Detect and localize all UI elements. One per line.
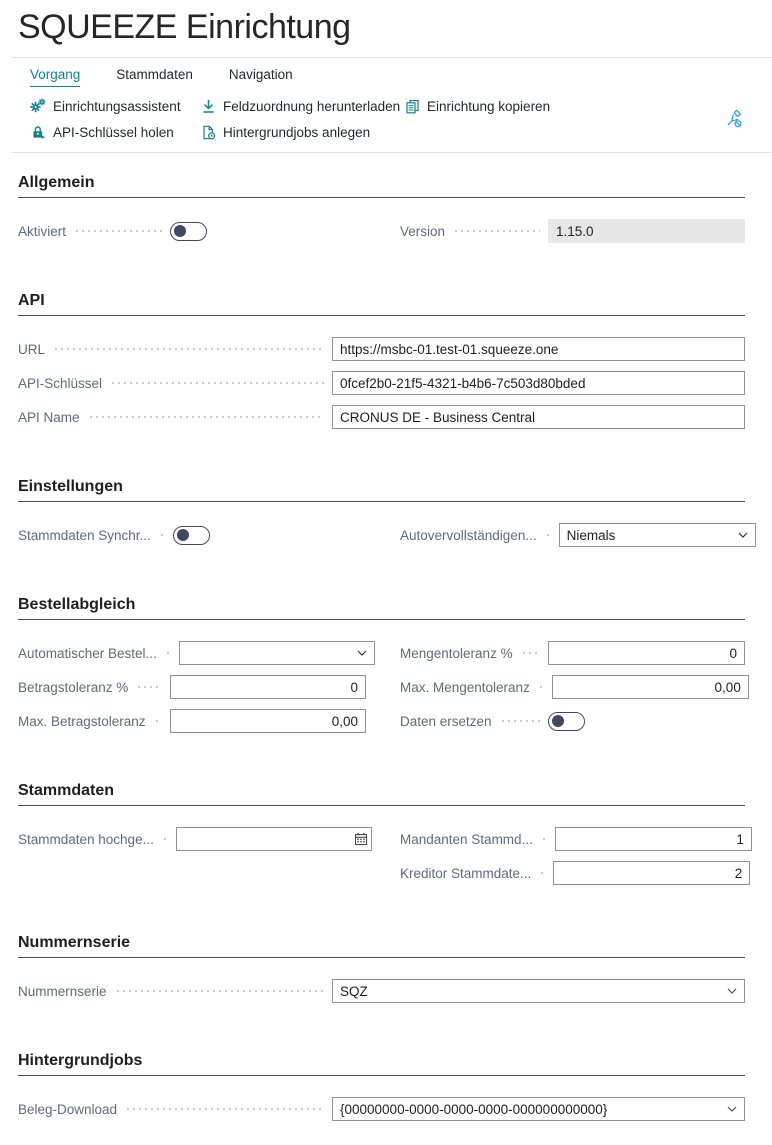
field-label: Stammdaten hochge...	[18, 831, 154, 847]
dotted-leader	[154, 720, 162, 722]
dotted-leader	[165, 652, 171, 654]
field-betragstoleranz	[18, 675, 366, 699]
betragstoleranz-input[interactable]	[170, 675, 366, 699]
dotted-leader	[159, 534, 165, 536]
max-mengentoleranz-input[interactable]	[552, 675, 749, 699]
max-betragstoleranz-input[interactable]	[170, 709, 366, 733]
section-heading: Einstellungen	[18, 478, 123, 495]
toggle-knob	[552, 715, 564, 727]
action-rows	[30, 98, 550, 140]
chevron-down-icon	[727, 1101, 737, 1117]
dotted-leader	[110, 382, 324, 384]
download-field-mapping-button[interactable]	[200, 98, 404, 114]
section-rule	[18, 957, 745, 958]
field-label: Mengentoleranz %	[400, 645, 513, 661]
field-label: Kreditor Stammdate...	[400, 865, 532, 881]
daten-ersetzen-toggle[interactable]	[548, 712, 585, 731]
get-api-key-button[interactable]	[30, 124, 200, 140]
calendar-icon[interactable]	[354, 832, 368, 846]
toggle-knob	[174, 225, 186, 237]
section-rule	[18, 805, 745, 806]
field-label: Stammdaten Synchr...	[18, 527, 151, 543]
dotted-leader	[541, 838, 547, 840]
stammdaten-sync-toggle[interactable]	[173, 526, 210, 545]
field-label: API-Schlüssel	[18, 375, 103, 391]
field-label: Max. Betragstoleranz	[18, 713, 146, 729]
mandanten-stammdaten-input[interactable]	[555, 827, 752, 851]
field-label: Mandanten Stammd...	[400, 831, 533, 847]
action-label: Feldzuordnung herunterladen	[223, 98, 401, 114]
field-stammdaten-hochgeladen	[18, 827, 366, 851]
action-row-1	[30, 98, 550, 114]
field-autovervollstaendigen	[400, 523, 745, 547]
field-label: Autovervollständigen...	[400, 527, 537, 543]
nummernserie-select[interactable]	[332, 979, 745, 1003]
stammdaten-hochgeladen-input[interactable]	[176, 827, 372, 851]
selected-value: {00000000-0000-0000-0000-000000000000}	[340, 1101, 608, 1117]
selected-value: SQZ	[340, 983, 368, 999]
field-label: Automatischer Bestel...	[18, 645, 157, 661]
field-stammdaten-sync	[18, 523, 366, 547]
mengentoleranz-input[interactable]	[548, 641, 745, 665]
kreditor-stammdaten-input[interactable]	[553, 861, 750, 885]
dotted-leader	[453, 230, 540, 232]
field-max-betragstoleranz	[18, 709, 366, 733]
section-bestellabgleich	[18, 596, 745, 733]
section-rule	[18, 197, 745, 198]
field-beleg-download	[18, 1097, 745, 1121]
field-aktiviert	[18, 219, 366, 243]
section-allgemein	[18, 174, 745, 243]
field-kreditor-stammdaten	[400, 861, 745, 885]
aktiviert-toggle[interactable]	[170, 222, 207, 241]
field-label: Max. Mengentoleranz	[400, 679, 530, 695]
chevron-down-icon	[738, 527, 748, 543]
field-label: URL	[18, 341, 46, 357]
field-max-mengentoleranz	[400, 675, 745, 699]
section-hintergrundjobs	[18, 1052, 745, 1121]
tab-bar	[18, 58, 745, 87]
field-version	[400, 219, 745, 243]
action-label: Hintergrundjobs anlegen	[223, 124, 371, 140]
automatischer-bestellabgleich-select[interactable]	[179, 641, 375, 665]
dotted-leader	[545, 534, 551, 536]
dotted-leader	[500, 720, 540, 722]
action-label: Einrichtungsassistent	[53, 98, 181, 114]
tab-stammdaten[interactable]: Stammdaten	[116, 67, 193, 82]
action-label: Einrichtung kopieren	[427, 98, 551, 114]
chevron-down-icon	[727, 983, 737, 999]
section-heading: API	[18, 292, 45, 309]
empty-cell	[18, 861, 366, 885]
section-rule	[18, 501, 745, 502]
beleg-download-select[interactable]	[332, 1097, 745, 1121]
setup-wizard-button[interactable]	[30, 98, 200, 114]
section-rule	[18, 619, 745, 620]
dotted-leader	[88, 416, 324, 418]
dotted-leader	[162, 838, 168, 840]
field-label: Version	[400, 223, 446, 239]
page-title: SQUEEZE Einrichtung	[18, 8, 351, 46]
dotted-leader	[539, 872, 545, 874]
section-nummernserie	[18, 934, 745, 1003]
field-automatischer-bestellabgleich	[18, 641, 366, 665]
section-heading: Bestellabgleich	[18, 596, 136, 613]
selected-value: Niemals	[566, 527, 616, 543]
action-toolbar	[18, 87, 745, 152]
section-heading: Allgemein	[18, 174, 95, 191]
autovervollstaendigen-select[interactable]	[559, 523, 756, 547]
version-value: 1.15.0	[548, 219, 745, 243]
dotted-leader	[136, 686, 162, 688]
api-key-input[interactable]	[332, 371, 745, 395]
document-clock-icon	[200, 124, 216, 140]
section-einstellungen	[18, 478, 745, 547]
download-icon	[200, 98, 216, 114]
section-stammdaten	[18, 782, 745, 885]
section-heading: Hintergrundjobs	[18, 1052, 143, 1069]
copy-setup-button[interactable]	[404, 98, 550, 114]
field-label: API Name	[18, 409, 80, 425]
gears-icon	[30, 98, 46, 114]
create-background-jobs-button[interactable]	[200, 124, 370, 140]
field-label: Nummernserie	[18, 983, 107, 999]
field-label: Aktiviert	[18, 223, 67, 239]
field-url	[18, 337, 745, 361]
api-name-input[interactable]	[332, 405, 745, 429]
toolbar-divider	[12, 152, 772, 153]
field-nummernserie	[18, 979, 745, 1003]
section-rule	[18, 1075, 745, 1076]
tab-navigation[interactable]: Navigation	[228, 67, 293, 82]
field-mandanten-stammdaten	[400, 827, 745, 851]
toggle-knob	[177, 529, 189, 541]
dotted-leader	[74, 230, 162, 232]
lock-key-icon	[30, 124, 46, 140]
dotted-leader	[125, 1108, 324, 1110]
field-label: Daten ersetzen	[400, 713, 492, 729]
copy-icon	[404, 98, 420, 114]
chevron-down-icon	[357, 645, 367, 661]
field-mengentoleranz	[400, 641, 745, 665]
dotted-leader	[538, 686, 544, 688]
field-api-key	[18, 371, 745, 395]
tab-vorgang[interactable]: Vorgang	[30, 67, 80, 87]
action-row-2	[30, 124, 550, 140]
section-rule	[18, 315, 745, 316]
dotted-leader	[521, 652, 540, 654]
action-label: API-Schlüssel holen	[53, 124, 174, 140]
section-heading: Stammdaten	[18, 782, 115, 799]
field-daten-ersetzen	[400, 709, 745, 733]
url-input[interactable]	[332, 337, 745, 361]
pin-icon[interactable]	[722, 110, 745, 129]
section-heading: Nummernserie	[18, 934, 131, 951]
field-label: Betragstoleranz %	[18, 679, 129, 695]
field-label: Beleg-Download	[18, 1101, 118, 1117]
dotted-leader	[115, 990, 324, 992]
dotted-leader	[53, 348, 324, 350]
section-api	[18, 292, 745, 429]
field-api-name	[18, 405, 745, 429]
